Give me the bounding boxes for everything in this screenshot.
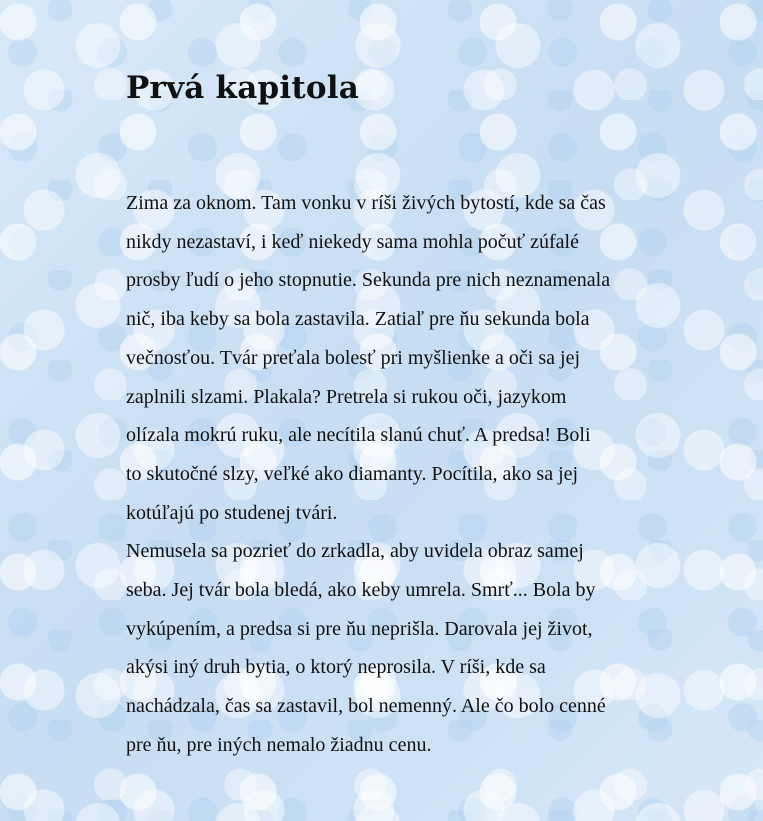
- text-line: zaplnili slzami. Plakala? Pretrela si rukou oči, jazykom: [126, 385, 567, 408]
- paragraph-2: [126, 532, 686, 764]
- text-line: nachádzala, čas sa zastavil, bol nemenný. Ale čo bolo cenné: [126, 695, 606, 718]
- text-line: pre ňu, pre iných nemalo žiadnu cenu.: [126, 733, 432, 756]
- text-line: vykúpením, a predsa si pre ňu neprišla. Darovala jej život,: [126, 617, 593, 640]
- text-line: to skutočné slzy, veľké ako diamanty. Pocítila, ako sa jej: [126, 462, 579, 485]
- text-line: kotúľajú po studenej tvári.: [126, 501, 338, 524]
- chapter-title: Prvá kapitola: [126, 70, 360, 106]
- text-line: akýsi iný druh bytia, o ktorý neprosila. V ríši, kde sa: [126, 656, 546, 679]
- text-line: nič, iba keby sa bola zastavila. Zatiaľ pre ňu sekunda bola: [126, 308, 590, 331]
- text-line: olízala mokrú ruku, ale necítila slanú chuť. A predsa! Boli: [126, 424, 591, 447]
- paragraph-1: [126, 184, 686, 532]
- text-line: Zima za oknom. Tam vonku v ríši živých bytostí, kde sa čas: [126, 192, 606, 214]
- text-line: prosby ľudí o jeho stopnutie. Sekunda pre nich neznamenala: [126, 269, 611, 292]
- document-page: [126, 70, 686, 765]
- text-line: Nemusela sa pozrieť do zrkadla, aby uvidela obraz samej: [126, 540, 584, 563]
- text-line: večnosťou. Tvár preťala bolesť pri myšlienke a oči sa jej: [126, 346, 581, 369]
- text-line: seba. Jej tvár bola bledá, ako keby umrela. Smrť... Bola by: [126, 579, 596, 602]
- text-line: nikdy nezastaví, i keď niekedy sama mohla počuť zúfalé: [126, 230, 579, 253]
